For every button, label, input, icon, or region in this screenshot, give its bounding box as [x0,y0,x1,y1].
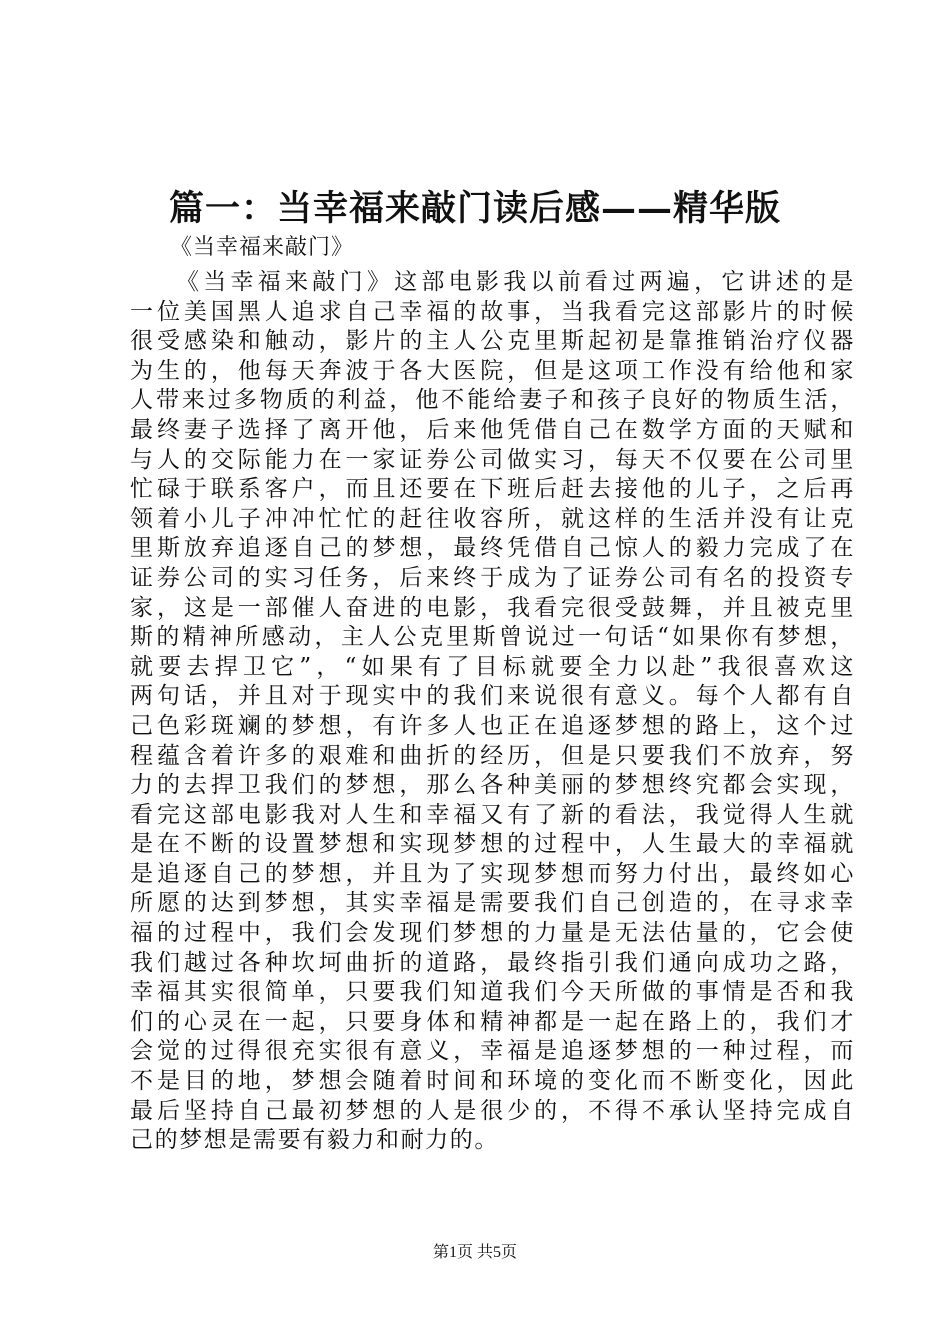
body-line: 力的去捍卫我们的梦想，那么各种美丽的梦想终究都会实现， [130,772,855,799]
page-footer: 第1页 共5页 [432,1244,517,1261]
body-line: 与人的交际能力在一家证券公司做实习，每天不仅要在公司里 [130,446,855,473]
body-line: 福的过程中，我们会发现们梦想的力量是无法估量的，它会使 [130,920,855,947]
body-line: 幸福其实很简单，只要我们知道我们今天所做的事情是否和我 [130,979,855,1006]
body-line: 程蕴含着许多的艰难和曲折的经历，但是只要我们不放弃，努 [130,742,855,769]
body-line: 为生的，他每天奔波于各大医院，但是这项工作没有给他和家 [130,357,855,384]
body-line: 所愿的达到梦想，其实幸福是需要我们自己创造的，在寻求幸 [130,890,855,917]
body-line: 领着小儿子冲冲忙忙的赶往收容所，就这样的生活并没有让克 [130,505,855,532]
body-line: 是在不断的设置梦想和实现梦想的过程中，人生最大的幸福就 [130,831,855,858]
body-line: 证券公司的实习任务，后来终于成为了证券公司有名的投资专 [130,564,855,591]
body-line: 一位美国黑人追求自己幸福的故事，当我看完这部影片的时候 [130,298,855,325]
body-line: 不是目的地，梦想会随着时间和环境的变化而不断变化，因此 [130,1068,855,1095]
body-line: 家，这是一部催人奋进的电影，我看完很受鼓舞，并且被克里 [130,594,855,621]
body-line: 就要去捍卫它”，“如果有了目标就要全力以赴”我很喜欢这 [130,653,855,680]
body-line: 己的梦想是需要有毅力和耐力的。 [130,1127,499,1154]
body-line: 最终妻子选择了离开他，后来他凭借自己在数学方面的天赋和 [130,416,855,443]
body-line: 最后坚持自己最初梦想的人是很少的，不得不承认坚持完成自 [130,1097,855,1124]
body-line: 是追逐自己的梦想，并且为了实现梦想而努力付出，最终如心 [130,860,855,887]
body-line: 《当幸福来敲门》这部电影我以前看过两遍，它讲述的是 [176,269,855,295]
body-line: 很受感染和触动，影片的主人公克里斯起初是靠推销治疗仪器 [130,328,855,355]
body-line: 里斯放弃追逐自己的梦想，最终凭借自己惊人的毅力完成了在 [130,535,855,562]
body-line: 己色彩斑斓的梦想，有许多人也正在追逐梦想的路上，这个过 [130,712,855,739]
document-body [130,268,855,1156]
body-line: 斯的精神所感动，主人公克里斯曾说过一句话“如果你有梦想， [130,624,855,651]
body-line: 忙碌于联系客户，而且还要在下班后赶去接他的儿子，之后再 [130,476,855,503]
body-line: 两句话，并且对于现实中的我们来说很有意义。每个人都有自 [130,683,855,710]
body-line: 会觉的过得很充实很有意义，幸福是追逐梦想的一种过程，而 [130,1038,855,1065]
body-line: 人带来过多物质的利益，他不能给妻子和孩子良好的物质生活， [130,387,855,414]
document-title: 篇一：当幸福来敲门读后感——精华版 [168,188,781,229]
body-line: 我们越过各种坎坷曲折的道路，最终指引我们通向成功之路， [130,949,855,976]
body-line: 们的心灵在一起，只要身体和精神都是一起在路上的，我们才 [130,1008,855,1035]
body-line: 看完这部电影我对人生和幸福又有了新的看法，我觉得人生就 [130,801,855,828]
document-subtitle: 《当幸福来敲门》 [170,235,355,260]
